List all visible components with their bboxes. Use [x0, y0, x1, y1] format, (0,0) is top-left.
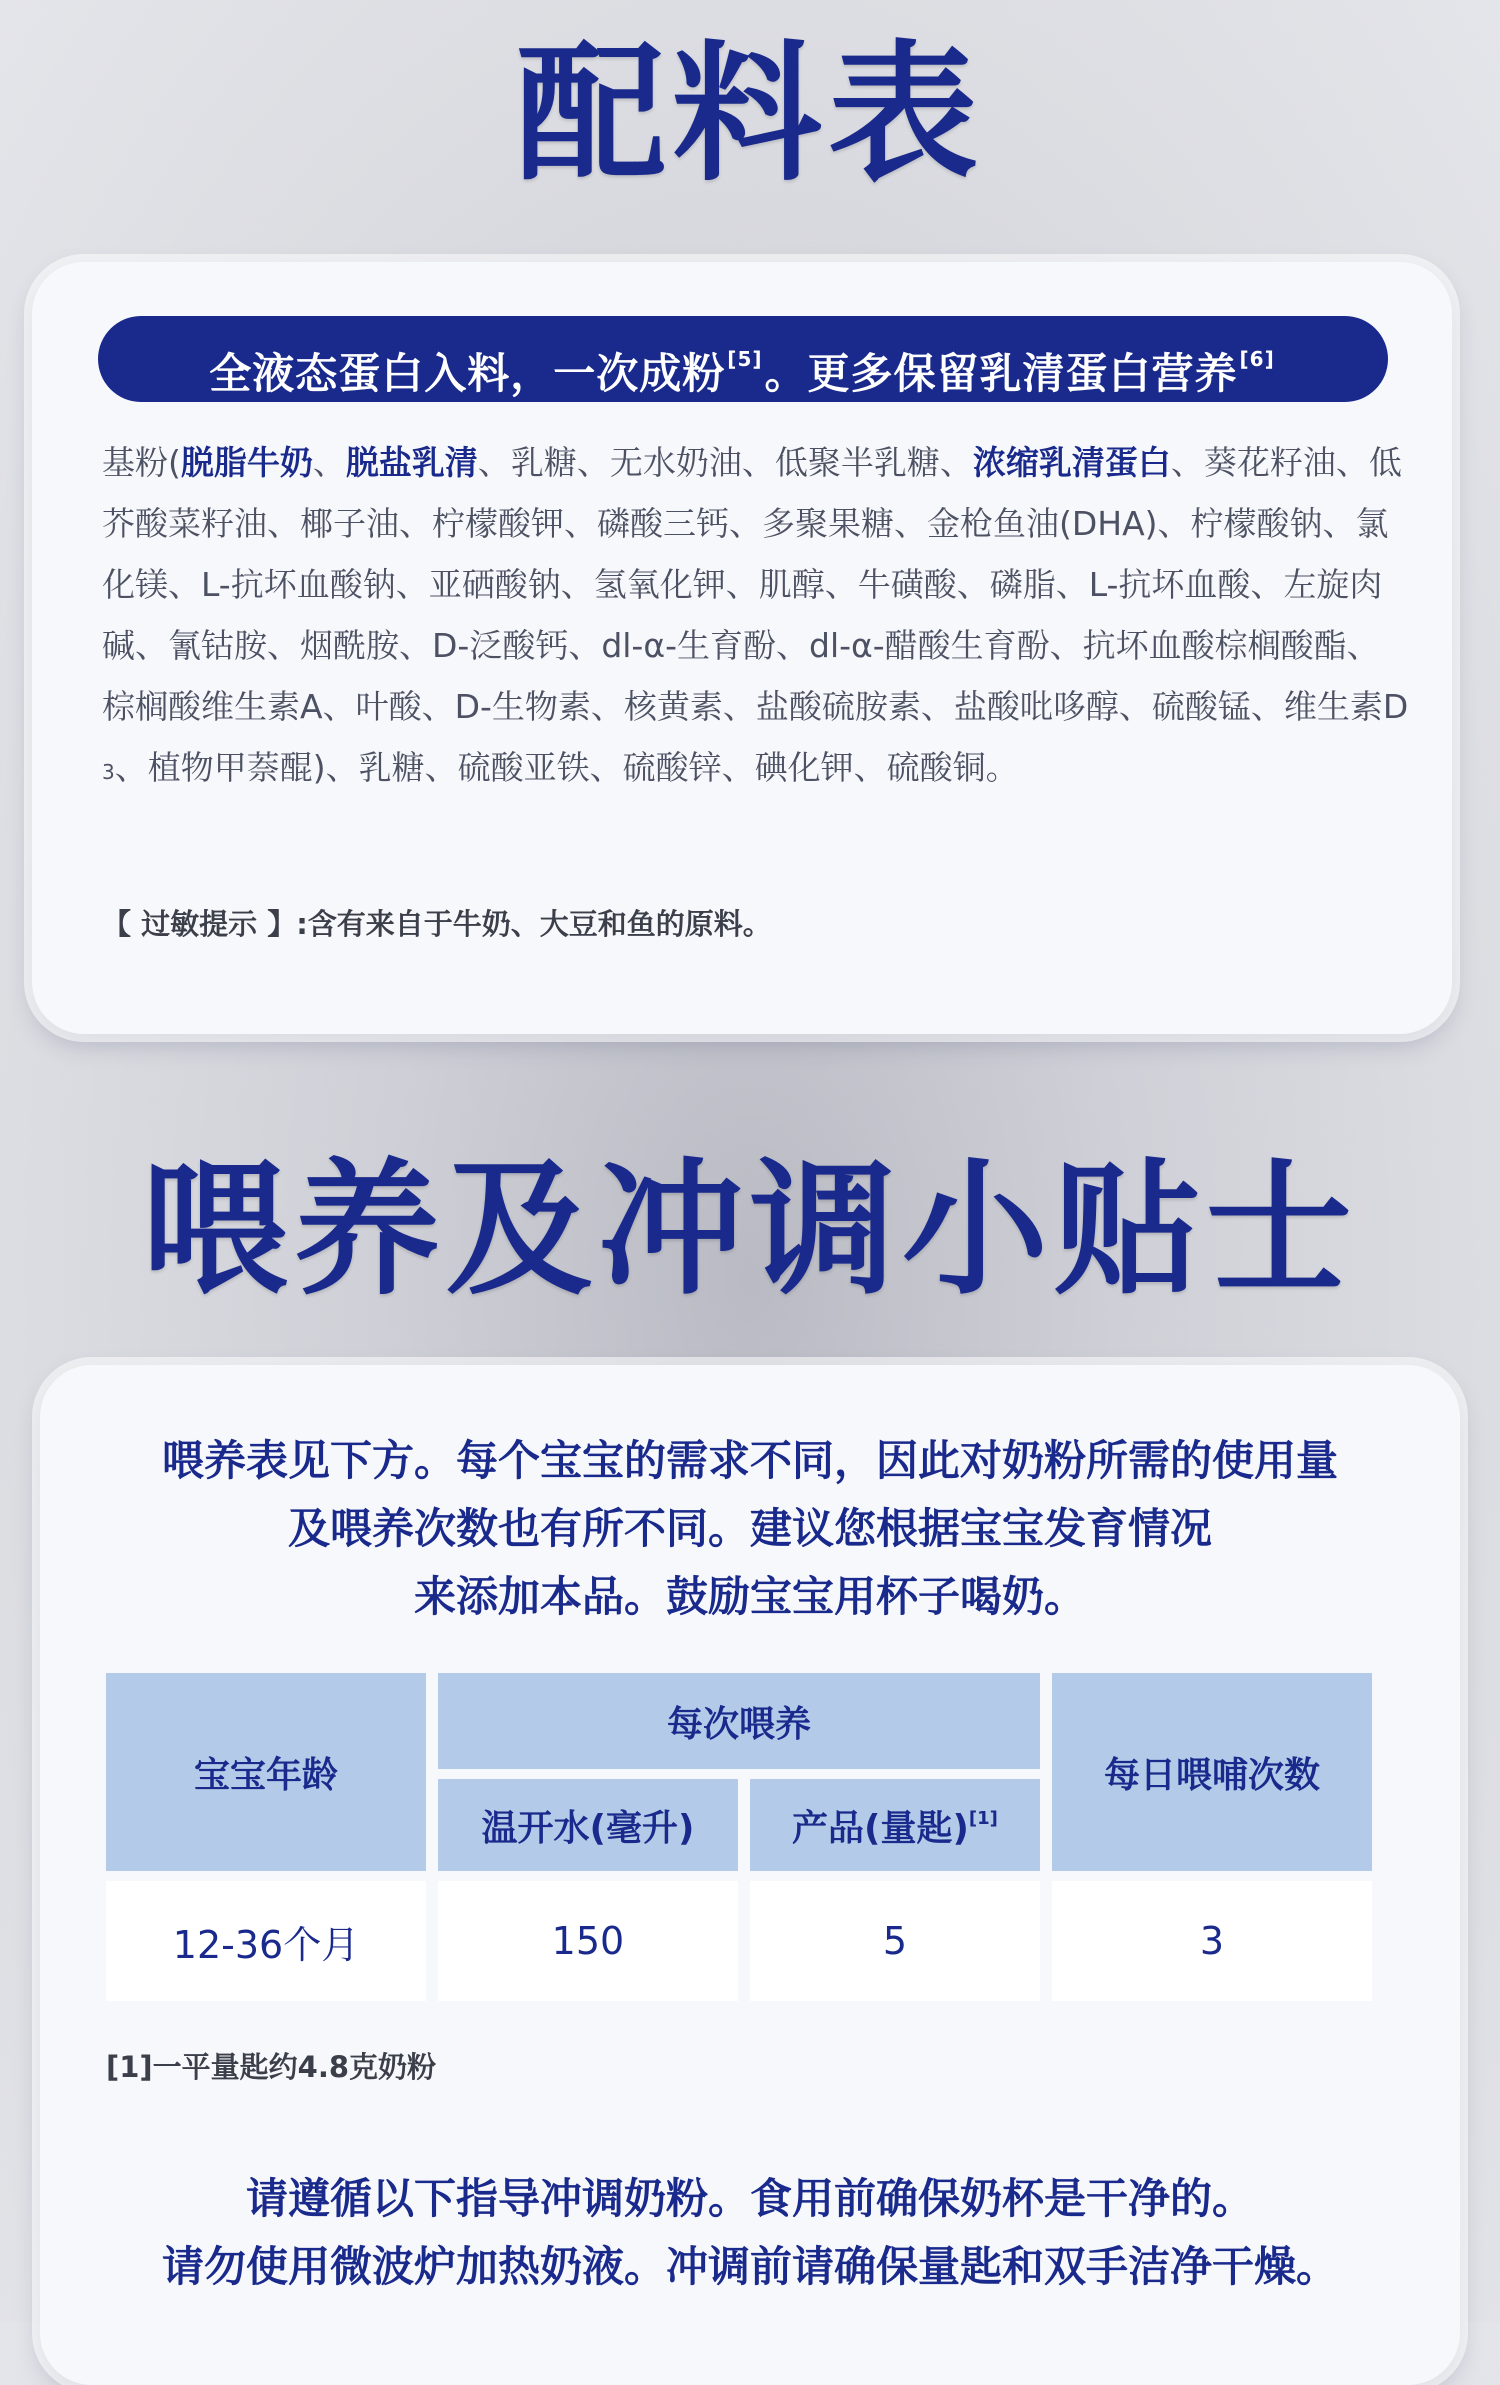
header-each-feed: 每次喂养: [438, 1673, 1040, 1769]
feeding-table: [94, 1663, 1384, 2011]
header-water: 温开水(毫升): [438, 1779, 738, 1871]
ingredient-text: 、葵花籽油、低芥酸菜籽油、椰子油、柠檬酸钾、磷酸三钙、多聚果糖、金枪鱼油(DHA)、柠檬酸钠、氯化镁、L-抗坏血酸钠、亚硒酸钠、氢氧化钾、肌醇、牛磺酸、磷脂、L-抗坏血酸、左旋肉碱、氰钴胺、烟酰胺、D-泛酸钙、dl-α-生育酚、dl-α-醋酸生育酚、抗坏血酸棕榈酸酯、棕榈酸维生素A、叶酸、D-生物素、核黄素、盐酸硫胺素、盐酸吡哆醇、硫酸锰、维生素D: [102, 443, 1409, 726]
cell-product: 5: [750, 1881, 1040, 2001]
intro-line: 及喂养次数也有所不同。建议您根据宝宝发育情况: [287, 1504, 1212, 1553]
banner-text-2: 。更多保留乳清蛋白营养: [764, 349, 1238, 398]
intro-line: 来添加本品。鼓励宝宝用杯子喝奶。: [413, 1572, 1086, 1621]
cell-water: 150: [438, 1881, 738, 2001]
banner-text-1: 全液态蛋白入料，一次成粉: [209, 349, 726, 398]
guide-line: 请遵循以下指导冲调奶粉。食用前确保奶杯是干净的。: [245, 2174, 1254, 2223]
intro-line: 喂养表见下方。每个宝宝的需求不同，因此对奶粉所需的使用量: [161, 1436, 1338, 1485]
header-age: 宝宝年龄: [106, 1673, 426, 1871]
cell-age: 12-36个月: [106, 1881, 426, 2001]
feeding-tips-title: 喂养及冲调小贴士: [142, 1145, 1358, 1315]
ingredient-text: 、乳糖、无水奶油、低聚半乳糖、: [477, 443, 973, 482]
cell-daily: 3: [1052, 1881, 1372, 2001]
header-product: [750, 1779, 1040, 1871]
guide-line: 请勿使用微波炉加热奶液。冲调前请确保量匙和双手洁净干燥。: [161, 2242, 1338, 2291]
header-product-label: 产品(量匙): [791, 1807, 969, 1849]
banner-ref-6: [6]: [1239, 347, 1275, 371]
feeding-card: [40, 1365, 1460, 2385]
ingredient-text: 、植物甲萘醌)、乳糖、硫酸亚铁、硫酸锌、碘化钾、硫酸铜。: [114, 748, 1019, 787]
ingredients-card: [32, 262, 1452, 1034]
banner-ref-5: [5]: [727, 347, 763, 371]
ingredient-highlight: 脱盐乳清: [345, 443, 478, 482]
allergy-notice: 【 过敏提示 】:含有来自于牛奶、大豆和鱼的原料。: [102, 907, 772, 941]
header-daily-count: 每日喂哺次数: [1052, 1673, 1372, 1871]
ingredients-list: [102, 432, 1412, 803]
ingredient-highlight: 浓缩乳清蛋白: [972, 443, 1171, 482]
table-row: [106, 1881, 1372, 2001]
preparation-guide: [70, 2165, 1430, 2301]
feeding-intro: [100, 1427, 1400, 1631]
ingredients-title: 配料表: [515, 28, 984, 202]
ingredient-highlight: 脱脂牛奶: [180, 443, 313, 482]
scoop-footnote: [1]一平量匙约4.8克奶粉: [106, 2050, 437, 2084]
subscript: 3: [102, 760, 115, 784]
protein-banner: [98, 316, 1388, 402]
header-product-ref: [1]: [968, 1807, 998, 1829]
ingredient-text: 基粉(: [102, 443, 181, 482]
ingredient-text: 、: [312, 443, 346, 482]
